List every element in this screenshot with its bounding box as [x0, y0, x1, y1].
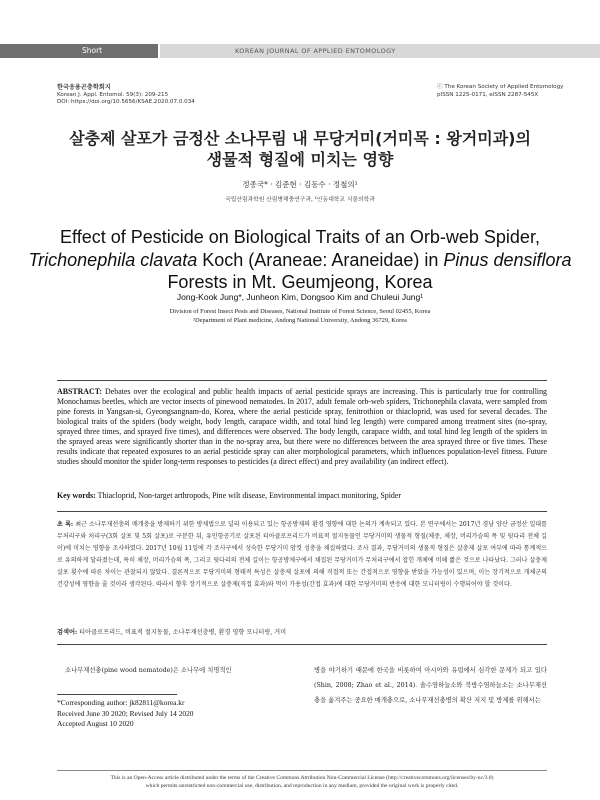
section-label: Short communication	[82, 46, 141, 69]
citation-block	[57, 84, 195, 107]
journal-name-kr: 한국응용곤충학회지	[57, 84, 111, 91]
abstract-korean-text: 최근 소나무재선충의 매개충을 방제하기 위한 방제법으로 널리 이용되고 있는 항공방제의 환경 영향에 대한 논의가 계속되고 있다. 본 연구에서는 2017년 경남 양산 금정산 일대를 무처리구와 처리구(3회 살포 및 5회 살포)로 구분한 뒤, 유인항공기로 살포된 티아클로프리드가 비표적 절지동물인 무당거미의 생물적 형질(체중, 체장, 머리가슴의 폭 및 뒷다리 전체 길이)에 미치는 영향을 조사하였다. 2017년 10월 11일에 각 조사구에서 성숙한 무당거미 암컷 성충을 채집하였다. 조사 결과, 무당거미의 생물적 형질은 살충제 살포 여부에 따라 통계적으로 유의하게 달라졌는데, 특히 체장, 머리가슴의 폭, 그리고 뒷다리의 전체 길이는 항공방제구에서 채집된 무당거미가 무처리구에서 잡힌 개체에 비해 짧은 것으로 나타났다. 그러나 살충제 살포 횟수에 따른 차이는 관찰되지 않았다. 결론적으로 무당거미의 형태적 특성은 살충제 살포에 의해 직접적 또는 간접적으로 영향을 받았을 가능성이 있으며, 이는 장기적으로 개체군의 건강성에 영향을 줄 것이라 생각된다. 따라서 향후 장기적으로 살충제(직접 효과)와 먹이 가용성(간접 효과)에 대한 무당거미의 반응에 대한 모니터링이 수행되어야 할 것이다.	[57, 521, 547, 589]
body-left-text: 소나무재선충(pine wood nematode)은 소나무에 치명적인	[65, 667, 232, 674]
taxon-text: Koch (Araneae: Araneidae) in	[197, 249, 444, 270]
affiliation-english-line1: Division of Forest Insect Pests and Diseases, National Institute of Forest Science, Seoul 02455, Korea	[169, 308, 431, 315]
title-korean-line1: 살충제 살포가 금정산 소나무림 내 무당거미(거미목 : 왕거미과)의	[69, 129, 531, 148]
abstract-label: ABSTRACT:	[57, 387, 103, 396]
issn: pISSN 1225-0171, eISSN 2287-545X	[437, 91, 539, 98]
authors-english: Jong-Kook Jung*, Junheon Kim, Dongsoo Kim and Chuleui Jung¹	[176, 292, 424, 302]
received-revised-dates: Received June 30 2020; Revised July 14 2020	[57, 708, 194, 718]
keywords-korean	[57, 627, 547, 636]
host-species-name: Pinus densiflora	[443, 249, 572, 270]
keywords-korean-text: 티아클로프리드, 비표적 절지동물, 소나무재선충병, 환경 영향 모니터링, 거미	[77, 629, 287, 636]
section-tag	[0, 44, 158, 69]
divider-bottom	[57, 644, 547, 645]
license-footer	[57, 770, 547, 791]
keywords-text: Thiacloprid, Non-target arthropods, Pine wilt disease, Environmental impact monitoring, Spider	[95, 491, 401, 500]
body-column-left	[57, 663, 282, 678]
title-english-line1: Effect of Pesticide on Biological Traits of an Orb-web Spider,	[60, 227, 540, 247]
society: ⓒ The Korean Society of Applied Entomology	[437, 84, 564, 90]
abstract-english	[57, 387, 547, 467]
title-korean	[0, 128, 600, 170]
doi-link[interactable]: DOI: https://doi.org/10.5656/KSAE.2020.07.0.034	[57, 99, 195, 106]
divider-middle	[57, 511, 547, 512]
title-korean-line2: 생물적 형질에 미치는 영향	[206, 150, 394, 169]
accepted-date: Accepted August 10 2020	[57, 719, 134, 728]
society-block	[437, 84, 567, 99]
abstract-text: Debates over the ecological and public health impacts of aerial pesticide sprays are increasing. This is particularly true for controlling Monochamus beetles, which are vector insects of pinewood nematodes. In 2017, adult female orb-web spiders, Trichonephila clavata, were sampled from pine forests in Yangsan-si, Gyeongsangnam-do, Korea, where the aerial pesticide spray, fenitrothion or thiacloprid, was used for several decades. The biological traits of the spiders (body weight, body length, carapace width, and total hind leg length) were compared among treatment sites (no-spray, sprayed three times, and sprayed five times), and differences were observed. The body length, carapace width, and total hind leg length of the spiders in the sprayed areas were significantly shorter than in the no-spray area, but there were no differences between the area sprayed three or five times. These results indicate that repeated exposures to an aerial pesticide spray can alter morphological parameters, which influences population-level fitness. Future studies should monitor the spider long-term responses to pesticides (a direct effect) and prey availability (an indirect effect).	[57, 387, 547, 466]
abstract-korean-label: 초 록:	[57, 521, 74, 528]
abstract-korean	[57, 519, 547, 592]
license-line1: This is an Open-Access article distributed under the terms of the Creative Commons Attribution Non-Commercial License (http://creativecommons.org/licenses/by-nc/3.0)	[110, 775, 494, 781]
species-name: Trichonephila clavata	[28, 249, 198, 270]
correspondence-block	[57, 698, 282, 730]
affiliation-korean: 국립산림과학원 산림병해충연구과, ¹안동대학교 식물의학과	[225, 197, 375, 203]
authors-korean: 정종국* · 김준현 · 김동수 · 정철의¹	[242, 180, 358, 189]
journal-banner	[160, 44, 600, 58]
keywords-korean-label: 검색어:	[57, 629, 78, 636]
footnote-divider	[57, 694, 177, 695]
keywords-english	[57, 491, 547, 500]
title-english	[0, 226, 600, 294]
title-english-line2	[0, 249, 600, 272]
citation: Korean J. Appl. Entomol. 59(3): 209-215	[57, 91, 169, 98]
body-column-right: 병을 야기하기 때문에 한국을 비롯하여 아시아와 유럽에서 심각한 문제가 되고 있다(Shin, 2008; Zhao et al., 2014). 솔수염하늘소와 북방수염하늘소는 소나무재선충을 옮겨주는 중요한 매개충으로, 소나무재선충병의 확산 저지 및 방제를 위해서는	[314, 667, 547, 704]
affiliation-english-line2: ¹Department of Plant medicine, Andong National University, Andong 36729, Korea	[193, 316, 407, 324]
header-bar	[0, 44, 600, 69]
keywords-label: Key words:	[57, 491, 96, 500]
license-line2: which permits unrestricted non-commercial use, distribution, and reproduction in any medium, provided the original work is properly cited.	[145, 783, 459, 790]
title-english-line3: Forests in Mt. Geumjeong, Korea	[167, 272, 433, 292]
corresponding-author: *Corresponding author: jk82811@korea.kr	[57, 698, 185, 707]
divider-top	[57, 380, 547, 381]
affiliation-english	[0, 308, 600, 325]
journal-name: KOREAN JOURNAL OF APPLIED ENTOMOLOGY	[235, 47, 396, 55]
